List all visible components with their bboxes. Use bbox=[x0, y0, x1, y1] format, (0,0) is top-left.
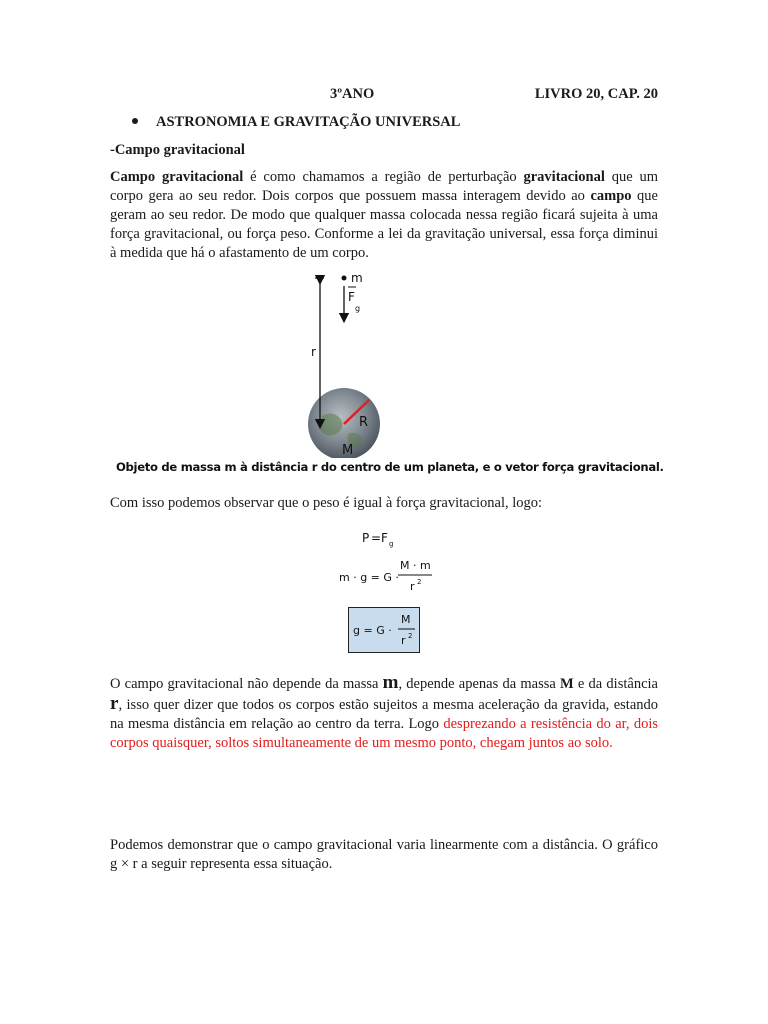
label-M: M bbox=[342, 443, 354, 458]
paragraph-graph-intro: Podemos demonstrar que o campo gravitacional varia linearmente com a distância. O gráfico g × r a seguir representa essa situação. bbox=[110, 837, 658, 872]
section-heading bbox=[132, 114, 460, 131]
eq2-denominator: r bbox=[410, 580, 415, 593]
eq1-subscript: g bbox=[389, 540, 394, 548]
planet-diagram bbox=[110, 268, 630, 458]
eq3-numerator: M bbox=[401, 613, 411, 626]
paragraph-weight: Com isso podemos observar que o peso é igual à força gravitacional, logo: bbox=[110, 495, 543, 511]
eq1-rhs: F bbox=[381, 531, 388, 545]
highlighted-formula bbox=[348, 607, 420, 653]
highlighted-formula-svg bbox=[349, 608, 419, 652]
eq2-lhs: m · g = G · bbox=[339, 571, 399, 584]
subsection-title: -Campo gravitacional bbox=[110, 142, 245, 158]
book-reference: LIVRO 20, CAP. 20 bbox=[534, 86, 658, 102]
mass-point bbox=[342, 276, 347, 281]
term-campo: campo bbox=[590, 188, 632, 204]
eq1-equals: = bbox=[371, 531, 382, 545]
text-fragment: que um corpo gera ao seu redor. Dois corpos que possuem massa interagem devido ao bbox=[110, 169, 659, 204]
grade-label: 3ºANO bbox=[330, 86, 375, 102]
eq3-denominator: r bbox=[401, 634, 406, 647]
paragraph-field-dependence bbox=[110, 673, 658, 753]
highlighted-conclusion: desprezando a resistência do ar, dois corpos quaisquer, soltos simultaneamente de um mesmo ponto, chegam juntos ao solo. bbox=[110, 716, 659, 751]
section-title: ASTRONOMIA E GRAVITAÇÃO UNIVERSAL bbox=[156, 114, 461, 130]
label-R: R bbox=[359, 415, 369, 430]
symbol-m: m bbox=[382, 672, 399, 693]
gravity-figure bbox=[110, 268, 664, 483]
label-force-subscript: g bbox=[355, 304, 361, 313]
label-m: m bbox=[351, 271, 363, 285]
paragraph-intro bbox=[110, 168, 658, 263]
label-r: r bbox=[311, 345, 316, 359]
symbol-r: r bbox=[110, 693, 119, 714]
text-fragment: , depende apenas da massa bbox=[398, 676, 560, 692]
label-force: F bbox=[348, 290, 355, 304]
page-header bbox=[110, 86, 658, 106]
eq3-lhs: g = G · bbox=[353, 624, 392, 637]
eq3-exponent: 2 bbox=[408, 632, 413, 640]
term-gravitacional: gravitacional bbox=[523, 169, 605, 185]
formula-block bbox=[330, 527, 440, 657]
symbol-M: M bbox=[560, 676, 574, 692]
figure-caption: Objeto de massa m à distância r do centro de um planeta, e o vetor força gravitacional. bbox=[116, 460, 664, 474]
eq1-lhs: P bbox=[362, 531, 370, 545]
bullet-icon bbox=[132, 118, 138, 124]
text-fragment: é como chamamos a região de perturbação bbox=[243, 169, 524, 185]
text-fragment: e da distância bbox=[573, 676, 658, 692]
term-campo-gravitacional: Campo gravitacional bbox=[110, 169, 244, 185]
text-fragment: O campo gravitacional não depende da massa bbox=[110, 676, 383, 692]
text-fragment: , isso quer dizer que todos os corpos estão sujeitos a mesma aceleração da gravida, estando na mesma distância em relação ao centro da terra. Logo bbox=[110, 697, 658, 732]
eq2-exponent: 2 bbox=[417, 578, 422, 586]
eq2-numerator: M · m bbox=[400, 559, 431, 572]
text-fragment: que geram ao seu redor. De modo que qualquer massa colocada nessa região ficará sujeita à uma força gravitacional, ou força peso. Conforme a lei da gravitação universal, essa força diminui à medida que há o afastamento de um corpo. bbox=[110, 188, 658, 261]
